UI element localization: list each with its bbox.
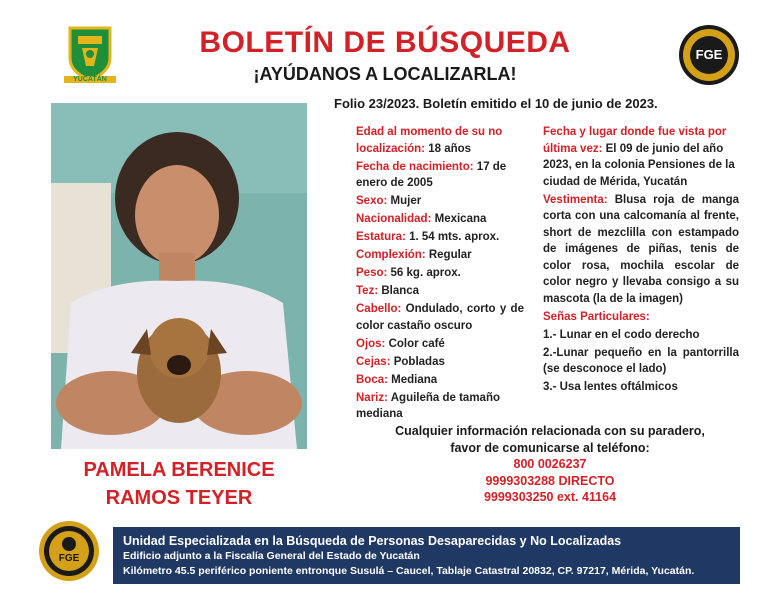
detail-value: Ondulado, corto y de color castaño oscuro xyxy=(356,303,524,332)
detail-label: Fecha de nacimiento: xyxy=(356,160,474,173)
yucatan-coat-of-arms-logo xyxy=(64,24,116,86)
detail-label: Ojos: xyxy=(356,337,386,350)
detail-value: Mediana xyxy=(391,373,438,386)
last-seen-label: Fecha y lugar donde fue vista por última vez: xyxy=(543,126,727,155)
name-line-1: PAMELA BERENICE xyxy=(83,459,275,481)
last-seen-info xyxy=(543,124,739,190)
page-title: BOLETÍN DE BÚSQUEDA xyxy=(199,26,571,59)
clothing-value: Blusa roja de manga corta con una calcomanía al frente, short de mezclilla con estampado de imágenes de piñas, tenis de color rosa, mochila escolar de color negro y llevaba consigo a su mascota (la de la imagen) xyxy=(543,193,739,305)
clothing-label: Vestimenta: xyxy=(543,193,608,206)
detail-value: Mexicana xyxy=(434,213,487,225)
detail-label: Sexo: xyxy=(356,195,388,207)
detail-hair xyxy=(356,301,524,334)
detail-label: Cabello: xyxy=(356,303,402,315)
contact-intro-line: Cualquier información relacionada con su paradero, xyxy=(395,424,705,438)
detail-value: Color café xyxy=(388,337,445,350)
page-subtitle: ¡AYÚDANOS A LOCALIZARLA! xyxy=(253,64,517,84)
detail-value: Mujer xyxy=(390,195,422,207)
detail-label: Cejas: xyxy=(356,355,391,368)
detail-label: Nariz: xyxy=(356,391,388,404)
detail-build xyxy=(356,247,524,264)
footer-banner xyxy=(113,527,740,584)
detail-height xyxy=(356,229,524,246)
detail-label: Tez: xyxy=(356,285,379,297)
detail-label: Complexión: xyxy=(356,249,426,261)
clothing-info xyxy=(543,192,739,308)
detail-value: Blanca xyxy=(381,285,420,297)
detail-value: Pobladas xyxy=(393,355,445,368)
phone-number[interactable]: 9999303250 ext. 41164 xyxy=(483,490,617,504)
yucatan-logo-label: YUCATÁN xyxy=(64,76,116,83)
detail-value: Regular xyxy=(428,249,472,261)
detail-age xyxy=(356,124,524,157)
footer-building: Edificio adjunto a la Fiscalía General del Estado de Yucatán xyxy=(123,550,420,562)
folio-line: Folio 23/2023. Boletín emitido el 10 de junio de 2023. xyxy=(334,96,658,111)
detail-birthdate xyxy=(356,159,524,192)
detail-label: Estatura: xyxy=(356,231,406,243)
detail-value: Aguileña de tamaño mediana xyxy=(356,391,501,420)
fge-seal-logo xyxy=(678,24,740,86)
contact-section xyxy=(350,423,750,506)
detail-value: 18 años xyxy=(428,142,472,155)
fge-bottom-seal-logo xyxy=(38,520,100,582)
name-line-2: RAMOS TEYER xyxy=(105,487,253,509)
last-seen-value: El 09 de junio del año 2023, en la colonia Pensiones de la ciudad de Mérida, Yucatán xyxy=(543,142,735,188)
physical-details-column xyxy=(356,124,524,424)
detail-label: Edad al momento de su no localización: xyxy=(356,126,503,155)
detail-weight xyxy=(356,265,524,282)
missing-person-name xyxy=(40,456,318,512)
footer-address: Kilómetro 45.5 periférico poniente entronque Susulá – Caucel, Tablaje Catastral 20832, CP. 97217, Mérida, Yucatán. xyxy=(123,565,695,577)
contact-intro-line: favor de comunicarse al teléfono: xyxy=(450,440,650,455)
detail-value: 56 kg. aprox. xyxy=(390,267,461,279)
detail-nose xyxy=(356,390,524,423)
footer-unit-name: Unidad Especializada en la Búsqueda de Personas Desaparecidas y No Localizadas xyxy=(123,534,622,548)
detail-label: Nacionalidad: xyxy=(356,213,432,225)
mark-item: 1.- Lunar en el codo derecho xyxy=(543,328,700,341)
detail-sex xyxy=(356,193,524,210)
phone-number[interactable]: 9999303288 DIRECTO xyxy=(485,473,615,488)
detail-label: Boca: xyxy=(356,373,388,386)
mark-item: 3.- Usa lentes oftálmicos xyxy=(543,381,678,393)
mark-item: 2.-Lunar pequeño en la pantorrilla (se desconoce el lado) xyxy=(543,346,739,375)
circumstances-column xyxy=(543,124,739,397)
phone-number[interactable]: 800 0026237 xyxy=(513,457,587,471)
detail-label: Peso: xyxy=(356,267,388,279)
detail-value: 1. 54 mts. aprox. xyxy=(409,231,500,243)
detail-eyes xyxy=(356,336,524,353)
marks-label: Señas Particulares: xyxy=(543,310,650,323)
missing-person-photo xyxy=(51,103,307,449)
fge-bottom-seal-label: FGE xyxy=(58,553,80,564)
detail-eyebrows xyxy=(356,354,524,371)
detail-nationality xyxy=(356,211,524,228)
detail-value: 17 de enero de 2005 xyxy=(356,160,507,189)
fge-seal-label: FGE xyxy=(695,47,723,62)
detail-complexion xyxy=(356,283,524,300)
detail-mouth xyxy=(356,372,524,389)
